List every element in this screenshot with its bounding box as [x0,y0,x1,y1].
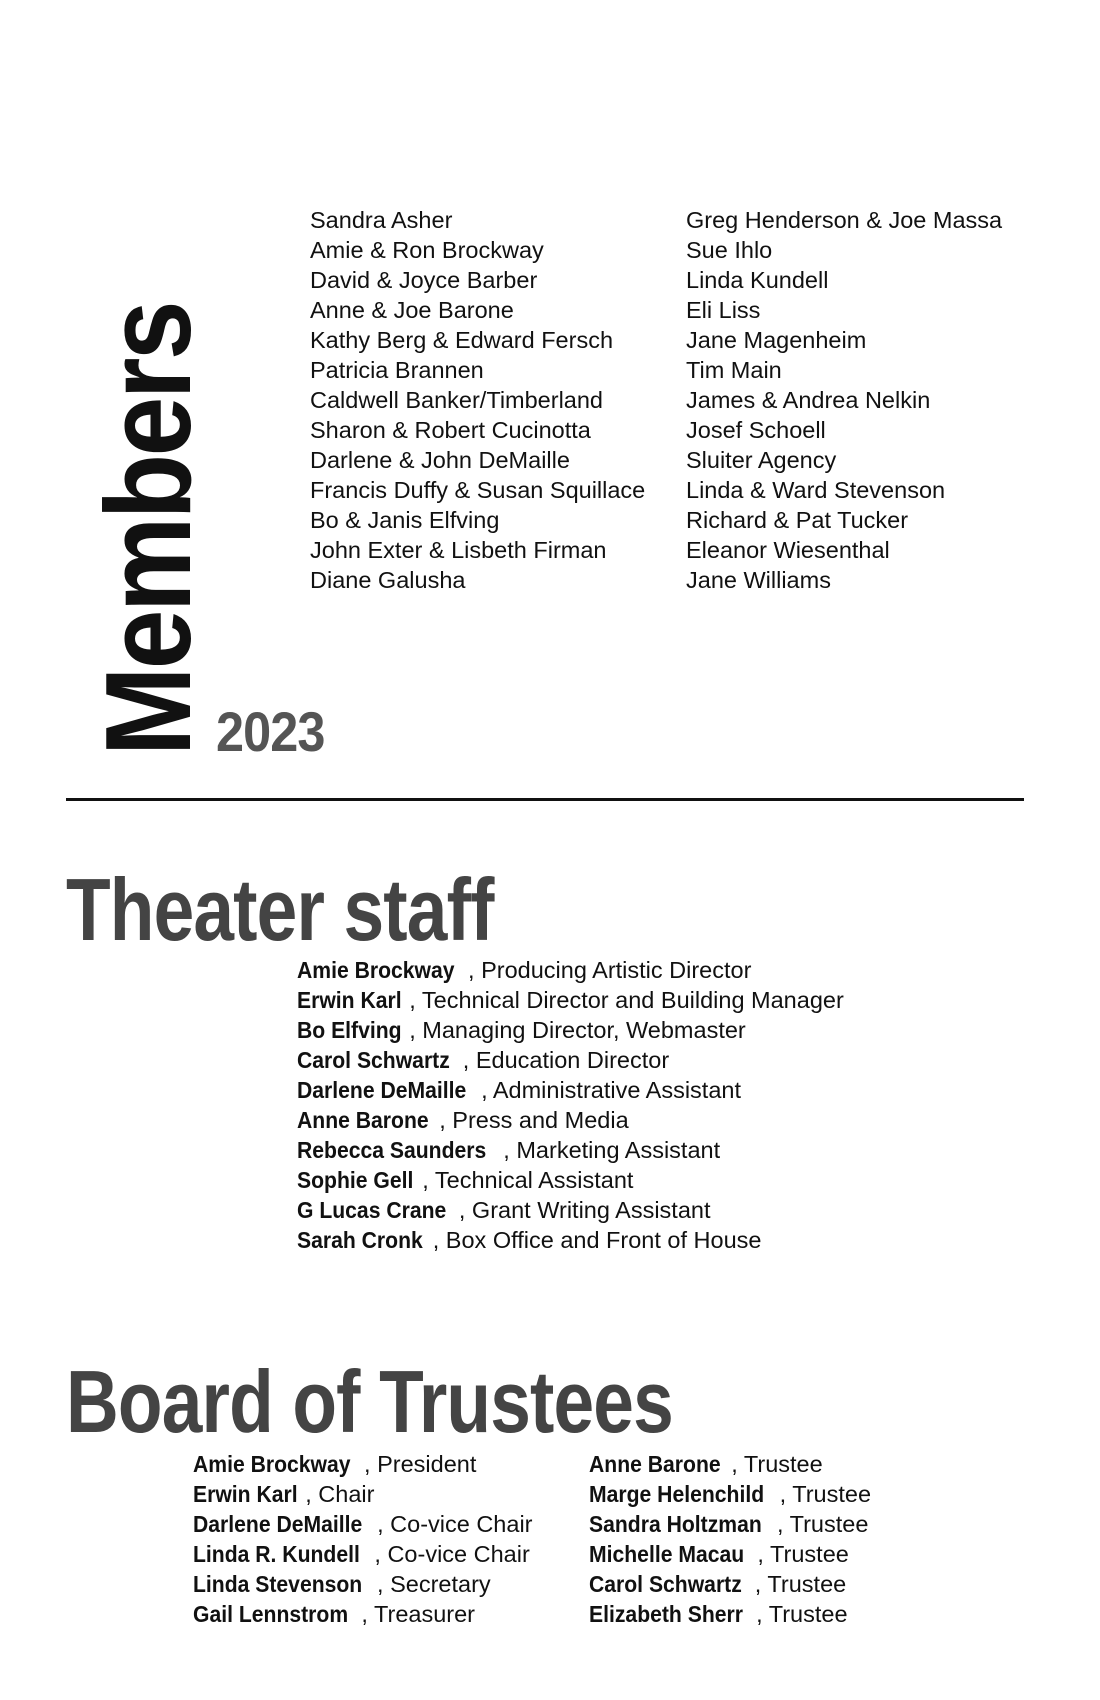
staff-entry [297,1015,844,1045]
member-name: Greg Henderson & Joe Massa [686,207,1003,233]
staff-entry [297,1075,844,1105]
person-role: , Grant Writing Assistant [458,1197,711,1223]
person-name: Darlene DeMaille [193,1511,363,1537]
member-name: Sandra Asher [310,207,453,233]
trustee-entry [589,1479,871,1509]
staff-entry [297,1195,844,1225]
staff-entry [297,985,844,1015]
member-name: Jane Williams [686,567,831,593]
trustee-entry [193,1449,533,1479]
trustee-entry [193,1539,533,1569]
staff-entry [297,1135,844,1165]
person-role: , Treasurer [361,1601,475,1627]
theater-staff-list [297,955,844,1255]
staff-entry [297,1165,844,1195]
members-column-2 [686,205,1002,595]
member-name: Richard & Pat Tucker [686,507,909,533]
person-role: , Administrative Assistant [481,1077,742,1103]
person-name: Elizabeth Sherr [589,1601,743,1627]
person-name: Anne Barone [297,1107,429,1133]
person-name: Bo Elfving [297,1017,402,1043]
members-year: 2023 [216,700,325,763]
person-name: Darlene DeMaille [297,1077,467,1103]
trustee-entry [193,1479,533,1509]
person-role: , Chair [305,1481,375,1507]
person-role: , Trustee [756,1601,848,1627]
person-role: , Trustee [779,1481,872,1507]
staff-entry [297,955,844,985]
member-name: Caldwell Banker/Timberland [310,387,604,413]
trustee-entry [589,1569,871,1599]
person-role: , Education Director [462,1047,670,1073]
person-name: Amie Brockway [193,1451,351,1477]
person-name: Carol Schwartz [589,1571,742,1597]
board-column-2 [589,1449,871,1629]
member-name: Kathy Berg & Edward Fersch [310,327,614,353]
person-role: , Managing Director, Webmaster [409,1017,746,1043]
member-name: Patricia Brannen [310,357,484,383]
person-name: Sarah Cronk [297,1227,423,1253]
person-role: , Co-vice Chair [377,1511,533,1537]
person-role: , Marketing Assistant [503,1137,721,1163]
member-name: Sluiter Agency [686,447,837,473]
member-name: Linda & Ward Stevenson [686,477,946,503]
member-name: John Exter & Lisbeth Firman [310,537,607,563]
person-role: , President [364,1451,477,1477]
member-name: Diane Galusha [310,567,466,593]
member-name: Tim Main [686,357,782,383]
person-name: Linda Stevenson [193,1571,363,1597]
person-name: Carol Schwartz [297,1047,450,1073]
members-title: Members [80,303,216,756]
staff-entry [297,1105,844,1135]
member-name: Darlene & John DeMaille [310,447,570,473]
member-name: Bo & Janis Elfving [310,507,500,533]
person-name: G Lucas Crane [297,1197,447,1223]
member-name: Josef Schoell [686,417,826,443]
trustee-entry [589,1599,871,1629]
person-role: , Trustee [776,1511,869,1537]
trustee-entry [193,1599,533,1629]
person-role: , Secretary [377,1571,491,1597]
staff-entry [297,1225,844,1255]
trustee-entry [589,1509,871,1539]
person-name: Erwin Karl [297,987,402,1013]
theater-staff-heading: Theater staff [66,860,494,959]
person-name: Marge Helenchild [589,1481,765,1507]
person-role: , Trustee [731,1451,823,1477]
trustee-entry [193,1569,533,1599]
board-column-1 [193,1449,533,1629]
person-role: , Box Office and Front of House [432,1227,762,1253]
person-name: Amie Brockway [297,957,455,983]
members-column-1 [310,205,645,595]
person-name: Anne Barone [589,1451,721,1477]
member-name: Jane Magenheim [686,327,867,353]
member-name: Sue Ihlo [686,237,773,263]
person-name: Gail Lennstrom [193,1601,349,1627]
member-name: Francis Duffy & Susan Squillace [310,477,646,503]
section-divider [66,798,1024,801]
person-name: Sandra Holtzman [589,1511,762,1537]
person-name: Sophie Gell [297,1167,414,1193]
board-of-trustees-heading: Board of Trustees [66,1352,673,1451]
trustee-entry [589,1449,871,1479]
staff-entry [297,1045,844,1075]
person-role: , Press and Media [439,1107,629,1133]
person-name: Rebecca Saunders [297,1137,487,1163]
member-name: James & Andrea Nelkin [686,387,931,413]
person-name: Erwin Karl [193,1481,298,1507]
member-name: Anne & Joe Barone [310,297,514,323]
member-name: Amie & Ron Brockway [310,237,544,263]
person-role: , Trustee [754,1571,847,1597]
trustee-entry [193,1509,533,1539]
person-role: , Producing Artistic Director [468,957,752,983]
person-name: Linda R. Kundell [193,1541,360,1567]
person-role: , Technical Director and Building Manager [409,987,844,1013]
person-role: , Trustee [757,1541,849,1567]
member-name: Linda Kundell [686,267,829,293]
person-role: , Technical Assistant [422,1167,634,1193]
person-name: Michelle Macau [589,1541,745,1567]
member-name: Eli Liss [686,297,761,323]
member-name: David & Joyce Barber [310,267,538,293]
member-name: Eleanor Wiesenthal [686,537,890,563]
trustee-entry [589,1539,871,1569]
person-role: , Co-vice Chair [374,1541,530,1567]
member-name: Sharon & Robert Cucinotta [310,417,591,443]
